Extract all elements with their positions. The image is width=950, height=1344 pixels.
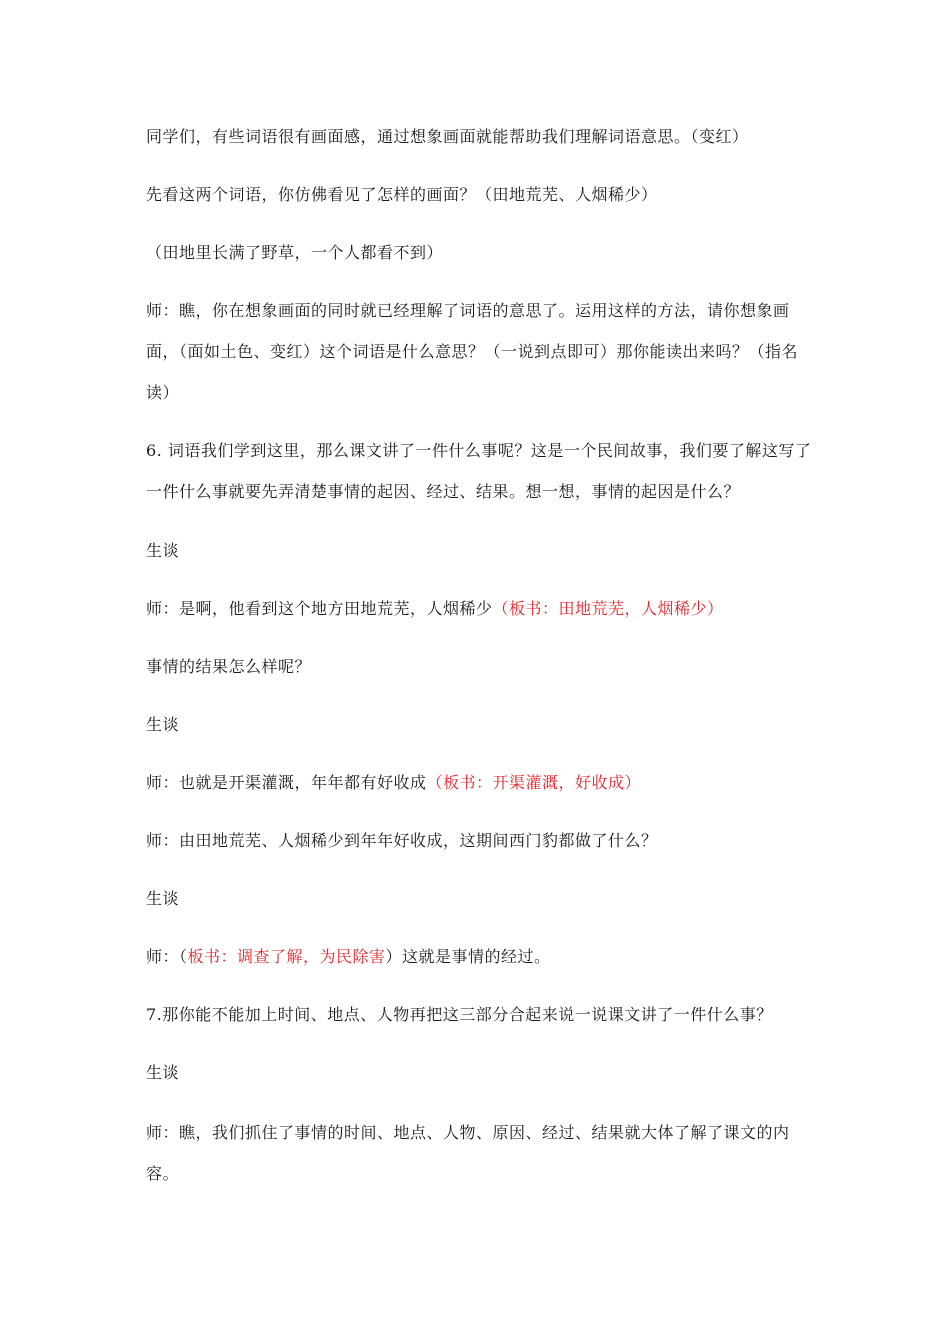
paragraph-text: ）这就是事情的经过。 (385, 947, 551, 966)
board-note: （板书：开渠灌溉，好收成） (426, 773, 642, 792)
paragraph-7 (146, 588, 812, 629)
paragraph-10 (146, 762, 812, 803)
paragraph-text: 7.那你能不能加上时间、地点、人物再把这三部分合起来说一说课文讲了一件什么事？ (146, 1005, 773, 1024)
paragraph-3 (146, 232, 812, 273)
paragraph-16 (146, 1112, 812, 1194)
paragraph-text: 6. 词语我们学到这里，那么课文讲了一件什么事呢？这是一个民间故事，我们要了解这写了一件什么事就要先弄清楚事情的起因、经过、结果。想一想，事情的起因是什么？ (146, 441, 812, 501)
paragraph-text: （田地里长满了野草，一个人都看不到） (146, 243, 444, 262)
paragraph-text: 生谈 (146, 541, 180, 560)
paragraph-9 (146, 704, 812, 745)
paragraph-text: 师：瞧，我们抓住了事情的时间、地点、人物、原因、经过、结果就大体了解了课文的内容。 (146, 1123, 790, 1183)
paragraph-14 (146, 994, 812, 1035)
paragraph-15 (146, 1052, 812, 1093)
paragraph-2 (146, 174, 812, 215)
paragraph-text: 师：也就是开渠灌溉，年年都有好收成 (146, 773, 427, 792)
paragraph-text: 生谈 (146, 889, 180, 908)
paragraph-11 (146, 820, 812, 861)
paragraph-13 (146, 936, 812, 977)
paragraph-text: 事情的结果怎么样呢？ (146, 657, 312, 676)
paragraph-text: 先看这两个词语，你仿佛看见了怎样的画面？（田地荒芜、人烟稀少） (146, 185, 658, 204)
board-note: （板书：田地荒芜，人烟稀少） (492, 599, 724, 618)
paragraph-1 (146, 116, 812, 157)
board-note: 板书：调查了解，为民除害 (187, 947, 386, 966)
paragraph-text: 师：由田地荒芜、人烟稀少到年年好收成，这期间西门豹都做了什么？ (146, 831, 658, 850)
paragraph-text: 生谈 (146, 1063, 180, 1082)
paragraph-8 (146, 646, 812, 687)
paragraph-12 (146, 878, 812, 919)
paragraph-5 (146, 430, 812, 512)
paragraph-text: 生谈 (146, 715, 180, 734)
paragraph-text: 同学们，有些词语很有画面感，通过想象画面就能帮助我们理解词语意思。（变红） (146, 127, 749, 146)
paragraph-text: 师：瞧，你在想象画面的同时就已经理解了词语的意思了。运用这样的方法，请你想象画面，（面如土色、变红）这个词语是什么意思？（一说到点即可）那你能读出来吗？（指名读） (146, 301, 799, 402)
paragraph-text: 师：（ (146, 947, 188, 966)
paragraph-4 (146, 290, 812, 413)
paragraph-text: 师：是啊，他看到这个地方田地荒芜，人烟稀少 (146, 599, 493, 618)
paragraph-6 (146, 530, 812, 571)
